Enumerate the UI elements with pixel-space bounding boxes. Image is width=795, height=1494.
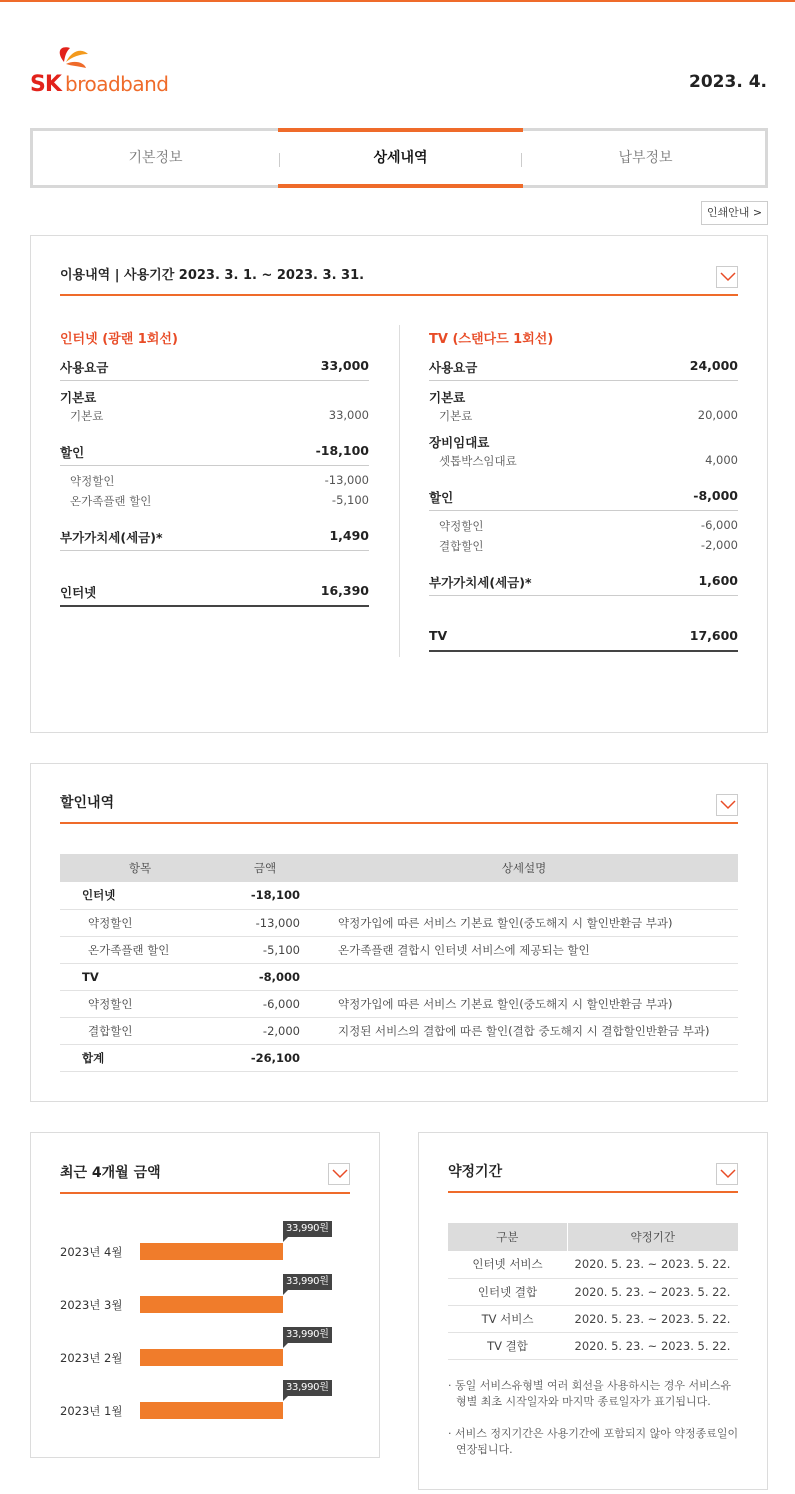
discount-desc: 지정된 서비스의 결합에 따른 할인(결합 중도해지 시 결합할인반환금 부과): [310, 1017, 738, 1044]
tv-base-row: [429, 388, 738, 408]
discount-desc: 온가족플랜 결합시 인터넷 서비스에 제공되는 할인: [310, 936, 738, 963]
internet-disc2-row: [60, 493, 369, 513]
discount-amount: -18,100: [220, 882, 310, 909]
internet-vat-row: [60, 528, 369, 548]
total-divider: [429, 650, 738, 652]
discount-item: 약정할인: [60, 909, 220, 936]
month-label: 2023년 1월: [60, 1404, 123, 1418]
row-value: -13,000: [324, 473, 369, 487]
tv-usage-fee-row: [429, 358, 738, 378]
row-label: 기본료: [60, 390, 97, 405]
discount-item: 결합할인: [60, 1017, 220, 1044]
discount-amount: -8,000: [220, 963, 310, 990]
month-bar: [140, 1296, 283, 1313]
table-row: [60, 1044, 738, 1071]
contract-period: 2020. 5. 23. ~ 2023. 5. 22.: [567, 1332, 738, 1359]
logo-broadband-text: broadband: [65, 72, 169, 96]
discount-amount: -13,000: [220, 909, 310, 936]
tv-rental-row: [429, 433, 738, 453]
col-header: 항목: [60, 854, 220, 882]
section-divider: [60, 1192, 350, 1194]
internet-base-sub-row: [60, 408, 369, 428]
row-value: -6,000: [700, 518, 738, 532]
month-amount-tooltip: 33,990원: [283, 1327, 332, 1343]
row-label: 기본료: [429, 390, 466, 405]
contract-type: 인터넷 서비스: [448, 1251, 567, 1278]
discount-desc: 약정가입에 따른 서비스 기본료 할인(중도해지 시 할인반환금 부과): [310, 990, 738, 1017]
discount-desc: 약정가입에 따른 서비스 기본료 할인(중도해지 시 할인반환금 부과): [310, 909, 738, 936]
row-value: -18,100: [315, 443, 369, 458]
contract-period: 2020. 5. 23. ~ 2023. 5. 22.: [567, 1305, 738, 1332]
table-row: [60, 909, 738, 936]
contract-type: 인터넷 결합: [448, 1278, 567, 1305]
tv-total-row: [429, 628, 738, 648]
row-value: 17,600: [689, 628, 738, 643]
tv-rental-sub-row: [429, 453, 738, 473]
usage-title: 이용내역 | 사용기간 2023. 3. 1. ~ 2023. 3. 31.: [60, 268, 365, 283]
contract-type: TV 서비스: [448, 1305, 567, 1332]
tv-disc1-row: [429, 518, 738, 538]
row-value: 1,600: [698, 573, 738, 588]
row-value: 20,000: [697, 408, 738, 422]
row-divider: [60, 465, 369, 466]
contract-period: 2020. 5. 23. ~ 2023. 5. 22.: [567, 1278, 738, 1305]
row-value: 1,490: [329, 528, 369, 543]
table-header: [60, 854, 738, 882]
internet-total-row: [60, 583, 369, 603]
discount-desc: [310, 882, 738, 909]
row-label: 결합할인: [439, 539, 484, 553]
discount-item: TV: [60, 963, 220, 990]
discount-item: 약정할인: [60, 990, 220, 1017]
month-label: 2023년 2월: [60, 1351, 123, 1365]
tv-title: TV (스탠다드 1회선): [429, 332, 554, 347]
contract-note: · 동일 서비스유형별 여러 회선을 사용하시는 경우 서비스유형별 최초 시작일자와 마지막 종료일자가 표기됩니다.: [448, 1379, 731, 1408]
row-label: 부가가치세(세금)*: [429, 575, 532, 590]
chevron-down-icon: [720, 800, 736, 810]
chevron-down-icon: [720, 1169, 736, 1179]
table-row: [60, 936, 738, 963]
row-divider: [429, 595, 738, 596]
contract-note: · 서비스 정지기간은 사용기간에 포함되지 않아 약정종료일이 연장됩니다.: [448, 1427, 739, 1456]
row-value: 24,000: [689, 358, 738, 373]
row-value: -5,100: [331, 493, 369, 507]
contract-toggle[interactable]: [716, 1163, 738, 1185]
row-label: 온가족플랜 할인: [70, 494, 152, 508]
discount-desc: [310, 963, 738, 990]
row-label: 기본료: [70, 409, 104, 423]
row-value: -2,000: [700, 538, 738, 552]
row-value: 4,000: [705, 453, 738, 467]
tab-basic-info[interactable]: 기본정보: [128, 150, 183, 166]
row-value: 16,390: [320, 583, 369, 598]
month-label: 2023년 3월: [60, 1298, 123, 1312]
recent-toggle[interactable]: [328, 1163, 350, 1185]
tv-discount-row: [429, 488, 738, 508]
month-bar: [140, 1402, 283, 1419]
bill-month: 2023. 4.: [689, 72, 767, 92]
sk-broadband-logo: [28, 44, 188, 98]
section-divider: [60, 294, 738, 296]
section-divider: [448, 1191, 738, 1193]
discount-amount: -2,000: [220, 1017, 310, 1044]
table-row: [60, 963, 738, 990]
recent-title: 최근 4개월 금액: [60, 1165, 161, 1181]
top-accent-line: [0, 0, 795, 2]
col-header: 금액: [220, 854, 310, 882]
table-row: [60, 990, 738, 1017]
row-divider: [60, 550, 369, 551]
row-divider: [60, 380, 369, 381]
row-label: 사용요금: [429, 360, 478, 375]
col-header: 약정기간: [567, 1223, 738, 1251]
section-divider: [60, 822, 738, 824]
month-amount-tooltip: 33,990원: [283, 1221, 332, 1237]
month-bar: [140, 1349, 283, 1366]
row-value: 33,000: [320, 358, 369, 373]
tv-base-sub-row: [429, 408, 738, 428]
contract-type: TV 결합: [448, 1332, 567, 1359]
row-label: 인터넷: [60, 585, 97, 600]
table-row: [448, 1305, 738, 1332]
internet-usage-fee-row: [60, 358, 369, 378]
discount-title: 할인내역: [60, 795, 115, 811]
row-value: -8,000: [693, 488, 738, 503]
table-row: [448, 1332, 738, 1359]
discount-item: 온가족플랜 할인: [60, 936, 220, 963]
row-label: 약정할인: [439, 519, 484, 533]
internet-title: 인터넷 (광랜 1회선): [60, 332, 178, 347]
internet-disc1-row: [60, 473, 369, 493]
tv-disc2-row: [429, 538, 738, 558]
chevron-down-icon: [720, 272, 736, 282]
month-amount-tooltip: 33,990원: [283, 1380, 332, 1396]
total-divider: [60, 605, 369, 607]
discount-item: 합계: [60, 1044, 220, 1071]
row-label: 할인: [60, 445, 85, 460]
tab-details[interactable]: 상세내역: [278, 128, 523, 188]
usage-toggle[interactable]: [716, 266, 738, 288]
row-divider: [429, 510, 738, 511]
row-label: 셋톱박스임대료: [439, 454, 517, 468]
month-amount-tooltip: 33,990원: [283, 1274, 332, 1290]
table-row: [448, 1278, 738, 1305]
table-row: [448, 1251, 738, 1278]
discount-amount: -26,100: [220, 1044, 310, 1071]
month-label: 2023년 4월: [60, 1245, 123, 1259]
internet-discount-row: [60, 443, 369, 463]
discount-table: [60, 854, 738, 1072]
row-divider: [429, 380, 738, 381]
row-label: 약정할인: [70, 474, 115, 488]
discount-item: 인터넷: [60, 882, 220, 909]
tv-vat-row: [429, 573, 738, 593]
internet-base-row: [60, 388, 369, 408]
logo-sk-text: SK: [30, 72, 61, 97]
row-label: 부가가치세(세금)*: [60, 530, 163, 545]
discount-amount: -5,100: [220, 936, 310, 963]
column-divider: [399, 325, 400, 657]
row-label: 장비임대료: [429, 435, 490, 450]
discount-amount: -6,000: [220, 990, 310, 1017]
row-label: 기본료: [439, 409, 473, 423]
contract-title: 약정기간: [448, 1164, 503, 1180]
tab-payment-info[interactable]: 납부정보: [618, 150, 673, 166]
table-header: [448, 1223, 738, 1251]
bill-tabs: [30, 128, 768, 188]
contract-period: 2020. 5. 23. ~ 2023. 5. 22.: [567, 1251, 738, 1278]
print-guide-button[interactable]: 인쇄안내 >: [701, 201, 768, 225]
contract-table: [448, 1223, 738, 1360]
month-bar: [140, 1243, 283, 1260]
col-header: 구분: [448, 1223, 567, 1251]
table-row: [60, 882, 738, 909]
row-value: 33,000: [328, 408, 369, 422]
chevron-down-icon: [332, 1169, 348, 1179]
discount-desc: [310, 1044, 738, 1071]
tab-divider: [521, 153, 522, 167]
row-label: 할인: [429, 490, 454, 505]
row-label: TV: [429, 628, 448, 643]
discount-toggle[interactable]: [716, 794, 738, 816]
row-label: 사용요금: [60, 360, 109, 375]
col-header: 상세설명: [310, 854, 738, 882]
table-row: [60, 1017, 738, 1044]
